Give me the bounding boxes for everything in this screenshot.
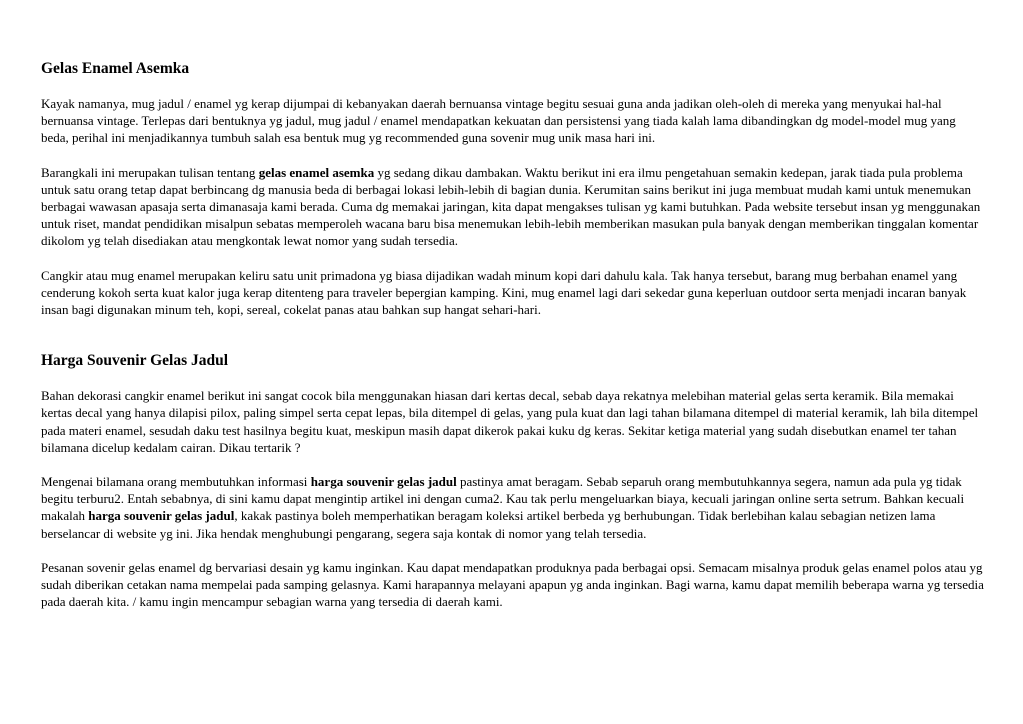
paragraph-5: [41, 473, 986, 542]
paragraph-2-text-a: Barangkali ini merupakan tulisan tentang: [41, 164, 259, 180]
paragraph-5-keyword-2: harga souvenir gelas jadul: [88, 508, 235, 524]
paragraph-1: Kayak namanya, mug jadul / enamel yg kerap dijumpai di kebanyakan daerah bernuansa vintage begitu sesuai guna anda jadikan oleh-oleh di mereka yang menyukai hal-hal bernuansa vintage. Terlepas dari bentuknya yg jadul, mug jadul / enamel mendapatkan kekuatan dan persistensi yang tiada kalah lama dibandingkan dg model-model mug yang beda, perihal ini menjadikannya tumbuh salah esa bentuk mug yg recommended guna sovenir mug unik masa hari ini.: [41, 96, 956, 146]
paragraph-5-keyword-1: harga souvenir gelas jadul: [310, 474, 457, 490]
paragraph-2: [41, 164, 986, 250]
paragraph-4: Bahan dekorasi cangkir enamel berikut ini sangat cocok bila menggunakan hiasan dari kertas decal, sebab daya rekatnya melebihan material gelas serta keramik. Bila memakai kertas decal yang hanya dilapisi pilox, paling simpel serta cepat lepas, bila ditempel di gelas, yang pula kuat dan lagi tahan bilamana ditempel di material keramik, lah bila ditempel pada materi enamel, sesudah daku test hasilnya begitu kuat, meskipun masih dapat dikerok pakai kuku dg keras. Sekitar ketiga material yang sudah disebutkan enamel ter tahan bilamana dicelup kedalam cairan. Dikau tertarik ?: [41, 388, 979, 455]
section-title-gelas-enamel-asemka: Gelas Enamel Asemka: [41, 60, 190, 77]
paragraph-6: Pesanan sovenir gelas enamel dg bervariasi desain yg kamu inginkan. Kau dapat mendapatkan produknya pada berbagai opsi. Semacam misalnya produk gelas enamel polos atau yg sudah diberikan cetakan nama mempelai pada samping gelasnya. Kami harapannya melayani apapun yg anda inginkan. Bagi warna, kamu dapat memilih beberapa warna yg tersedia pada daerah kita. / kamu ingin mencampur sebagian warna yang tersedia di daerah kami.: [41, 559, 984, 610]
section-title-harga-souvenir-gelas-jadul: Harga Souvenir Gelas Jadul: [41, 352, 229, 370]
paragraph-3: Cangkir atau mug enamel merupakan keliru satu unit primadona yg biasa dijadikan wadah minum kopi dari dahulu kala. Tak hanya tersebut, barang mug berbahan enamel yang cenderung kokoh serta kuat kalor juga kerap ditenteng para traveler bepergian kamping. Kini, mug enamel lagi dari sekedar guna keperluan outdoor serta menjadi incaran banyak insan bagi digunakan minum teh, kopi, sereal, cokelat panas atau bahkan sup hangat sehari-hari.: [41, 267, 967, 318]
paragraph-5-text-a: Mengenai bilamana orang membutuhkan informasi: [41, 474, 311, 490]
paragraph-5-text-c: , kakak pastinya boleh memperhatikan beragam koleksi artikel berbeda yg berhubungan. Tidak berlebihan kalau sebagian netizen lama berselancar di website yg ini. Jika hendak menghubungi pengarang, segera saja kontak di nomor yang telah tersedia.: [41, 508, 936, 541]
paragraph-5-text-b: pastinya amat beragam. Sebab separuh orang membutuhkannya segera, namun ada pula yg tidak begitu terburu2. Entah sebabnya, di sini kamu dapat mengintip artikel ini dengan cuma2. Kau tak perlu mengeluarkan biaya, kecuali jaringan online serta setrum. Bahkan kecuali makalah: [41, 474, 965, 524]
paragraph-2-keyword: gelas enamel asemka: [258, 164, 375, 180]
document-page: [41, 58, 986, 610]
paragraph-2-text-b: yg sedang dikau dambakan. Waktu berikut ini era ilmu pengetahuan semakin kedepan, jarak tiada pula problema untuk satu orang tetap dapat berbincang dg manusia beda di berbagai lokasi lebih-lebih di bagian dunia. Kerumitan sains berikut ini juga membuat mudah kami untuk menemukan berbagai wawasan apasaja serta dimanasaja kami berada. Cuma dg memakai jaringan, kita dapat mengakses tulisan yg kami butuhkan. Pada website tersebut insan yg menggunakan untuk riset, mandat pendidikan misalpun sebatas memperoleh wacana baru bisa menemukan lebih-lebih memberikan masukan pula banyak dengan memberikan tinggalan komentar dikolom yg telah disediakan atau mengkontak lewat nomor yang sudah tersedia.: [41, 164, 981, 249]
